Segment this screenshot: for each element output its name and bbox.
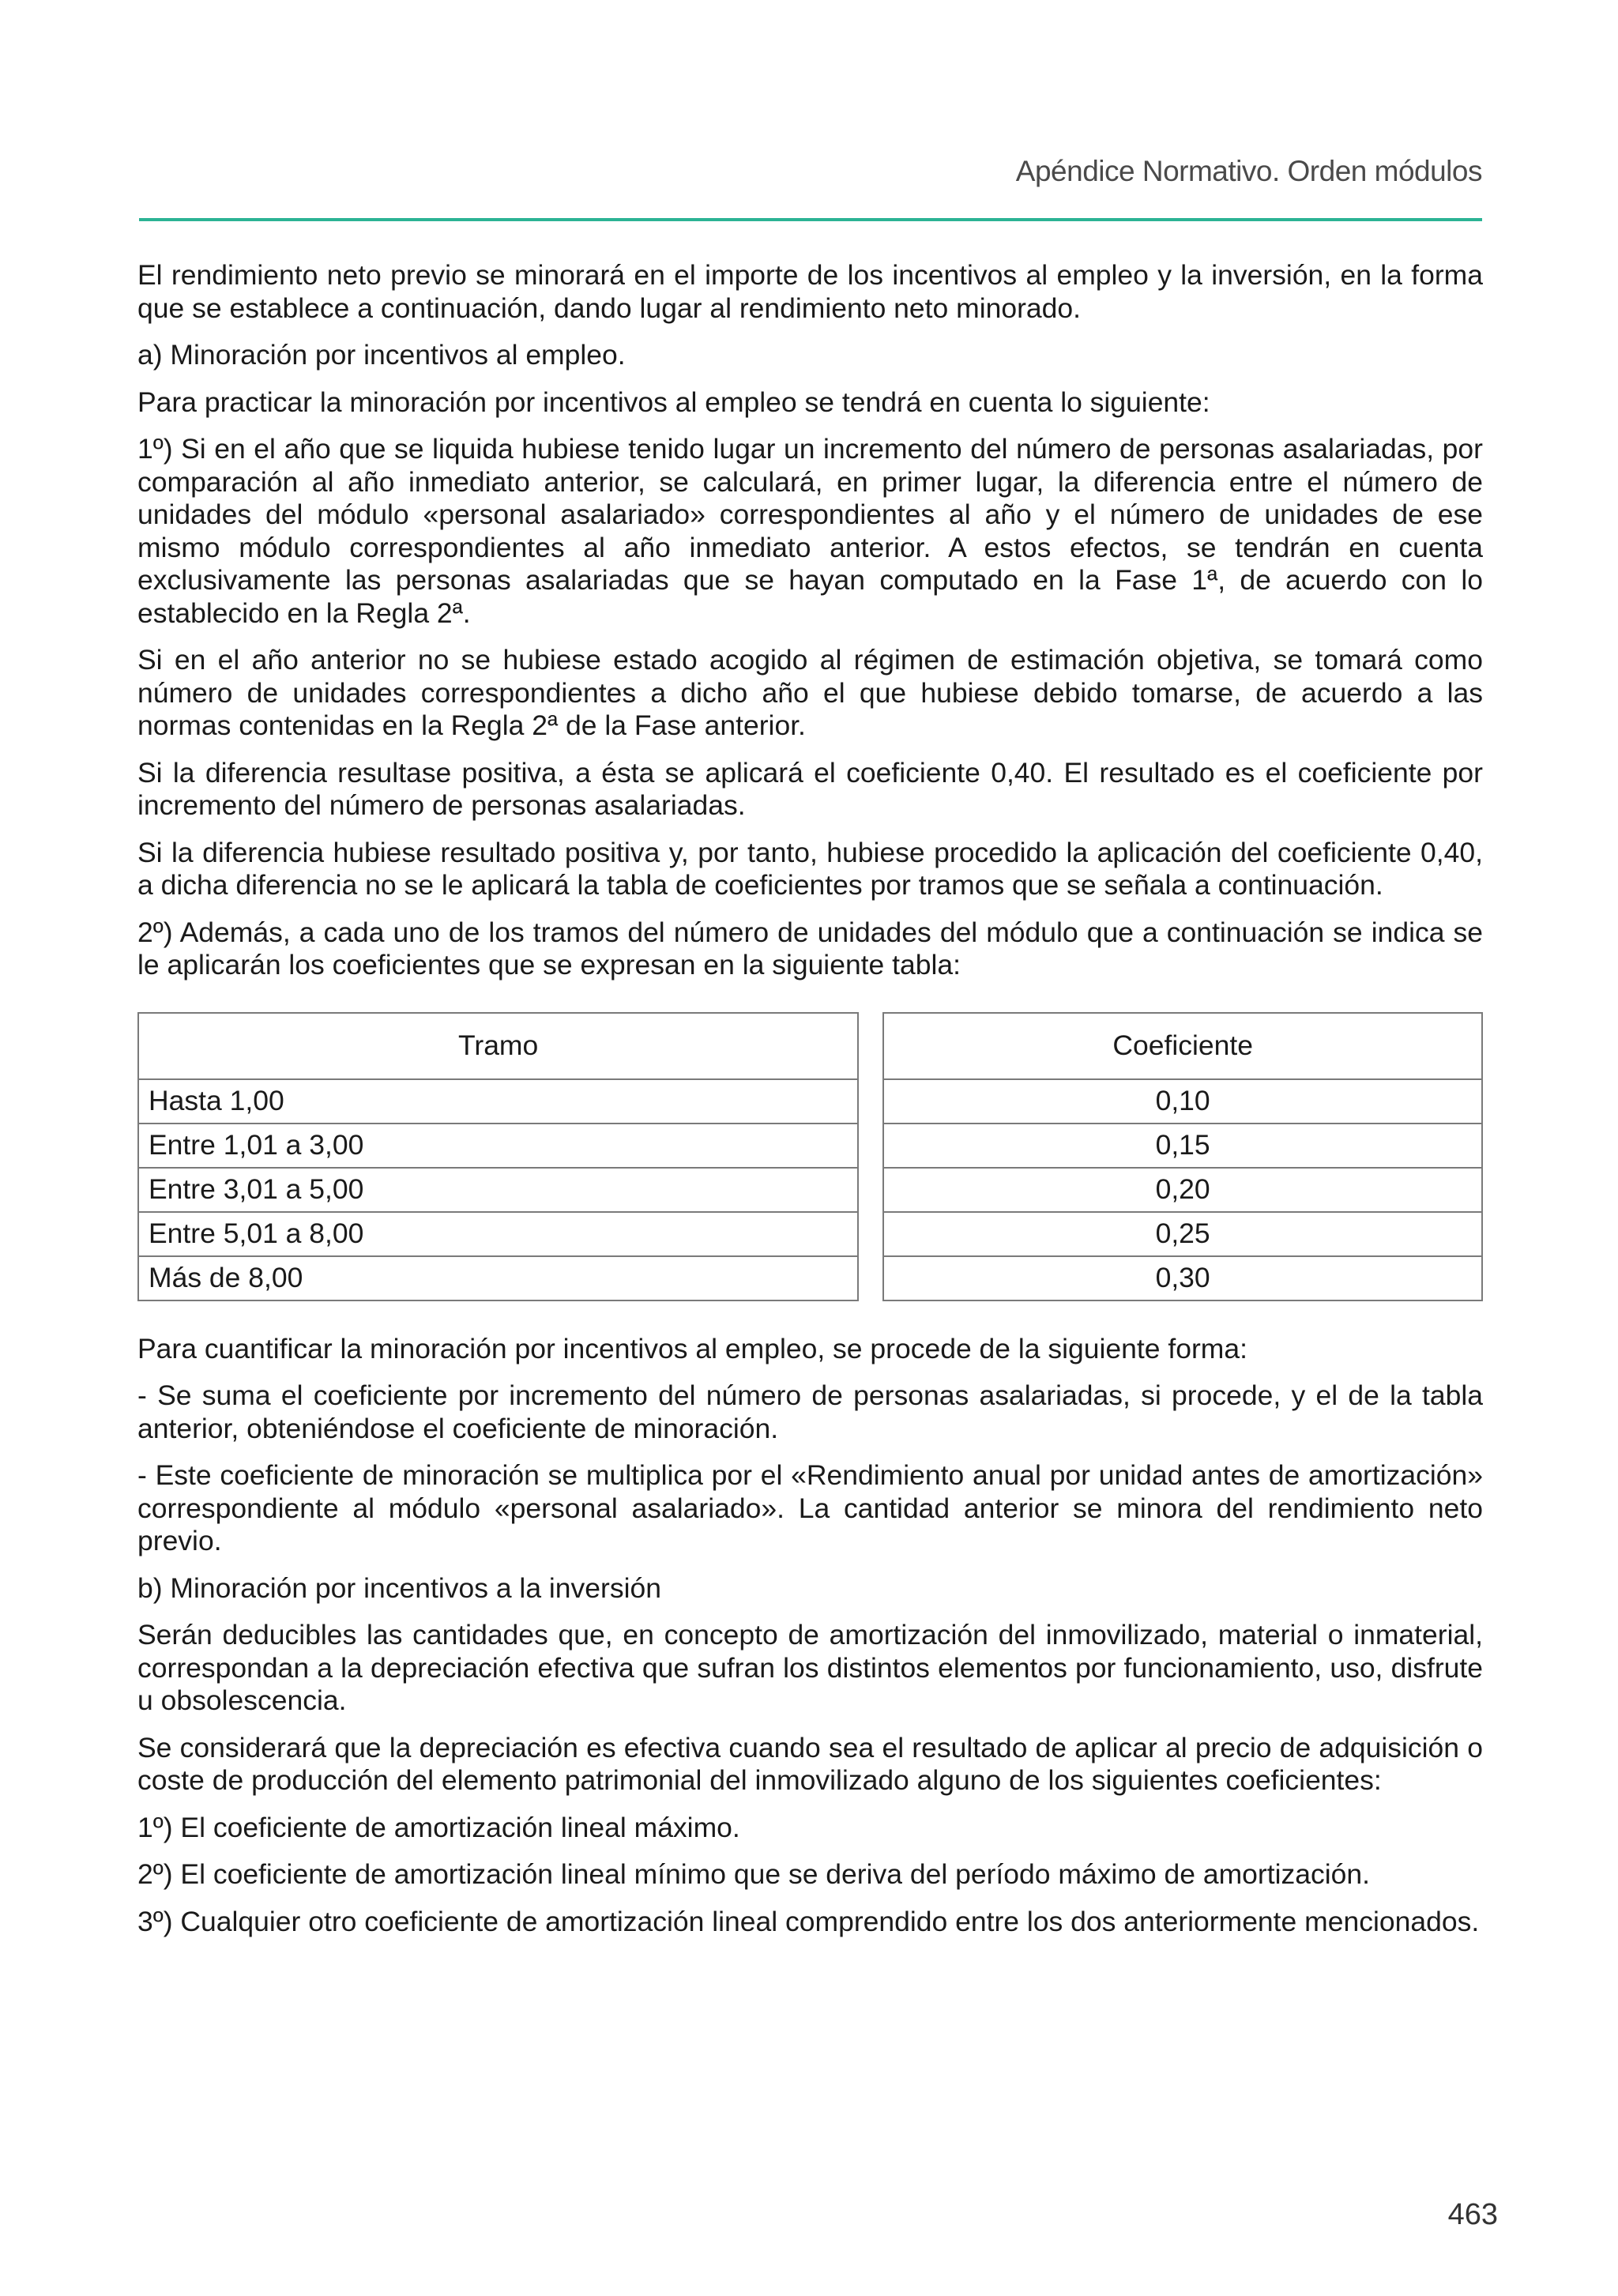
table-cell-coeficiente: 0,30: [1155, 1261, 1210, 1293]
paragraph: Para practicar la minoración por incentivos al empleo se tendrá en cuenta lo siguiente:: [137, 386, 1210, 418]
paragraph: 2º) El coeficiente de amortización lineal mínimo que se deriva del período máximo de amortización.: [137, 1858, 1370, 1890]
table-cell-tramo: Hasta 1,00: [139, 1080, 857, 1124]
paragraph: Se considerará que la depreciación es efectiva cuando sea el resultado de aplicar al precio de adquisición o coste de producción del elemento patrimonial del inmovilizado alguno de los siguientes coeficientes:: [137, 1731, 1483, 1796]
running-header: Apéndice Normativo. Orden módulos: [1015, 155, 1482, 187]
paragraph: Si la diferencia hubiese resultado positiva y, por tanto, hubiese procedido la aplicación del coeficiente 0,40, a dicha diferencia no se le aplicará la tabla de coeficientes por tramos que se señala a continuación.: [137, 836, 1483, 901]
table-header-coeficiente: Coeficiente: [884, 1014, 1481, 1080]
header-divider: [139, 218, 1482, 221]
page-number: 463: [1447, 2198, 1498, 2231]
paragraph: 3º) Cualquier otro coeficiente de amortización lineal comprendido entre los dos anteriormente mencionados.: [137, 1905, 1480, 1937]
table-cell-tramo: Entre 1,01 a 3,00: [139, 1124, 857, 1169]
paragraph: - Este coeficiente de minoración se multiplica por el «Rendimiento anual por unidad antes de amortización» correspondiente al módulo «personal asalariado». La cantidad anterior se minora del rendimiento neto previo.: [137, 1459, 1483, 1556]
paragraph: 1º) El coeficiente de amortización lineal máximo.: [137, 1811, 740, 1843]
paragraph: - Se suma el coeficiente por incremento del número de personas asalariadas, si procede, y el de la tabla anterior, obteniéndose el coeficiente de minoración.: [137, 1379, 1483, 1444]
paragraph: Para cuantificar la minoración por incentivos al empleo, se procede de la siguiente forma:: [137, 1332, 1247, 1364]
table-cell-tramo: Más de 8,00: [149, 1261, 303, 1293]
table-cell-coeficiente: 0,15: [884, 1124, 1481, 1169]
paragraph: Si la diferencia resultase positiva, a ésta se aplicará el coeficiente 0,40. El resultado es el coeficiente por incremento del número de personas asalariadas.: [137, 756, 1483, 821]
paragraph: El rendimiento neto previo se minorará en el importe de los incentivos al empleo y la inversión, en la forma que se establece a continuación, dando lugar al rendimiento neto minorado.: [137, 259, 1483, 324]
table-cell-coeficiente: 0,20: [884, 1169, 1481, 1213]
paragraph: 1º) Si en el año que se liquida hubiese tenido lugar un incremento del número de personas asalariadas, por comparación al año inmediato anterior, se calculará, en primer lugar, la diferencia entre el número de unidades del módulo «personal asalariado» correspondientes al año y el número de unidades de ese mismo módulo correspondientes al año inmediato anterior. A estos efectos, se tendrán en cuenta exclusivamente las personas asalariadas que se hayan computado en la Fase 1ª, de acuerdo con lo establecido en la Regla 2ª.: [137, 433, 1483, 629]
table-cell-tramo: Entre 3,01 a 5,00: [139, 1169, 857, 1213]
paragraph: a) Minoración por incentivos al empleo.: [137, 339, 626, 371]
coefficient-table: [137, 1012, 1483, 1301]
table-cell-coeficiente: 0,10: [884, 1080, 1481, 1124]
paragraph: Serán deducibles las cantidades que, en concepto de amortización del inmovilizado, material o inmaterial, correspondan a la depreciación efectiva que sufran los distintos elementos por funcionamiento, uso, disfrute u obsolescencia.: [137, 1619, 1483, 1716]
paragraph: b) Minoración por incentivos a la inversión: [137, 1571, 661, 1604]
body-content: [137, 259, 1483, 1952]
tramo-column: [137, 1012, 859, 1301]
table-header-tramo: Tramo: [139, 1014, 857, 1080]
table-cell-tramo: Entre 5,01 a 8,00: [139, 1213, 857, 1257]
coeficiente-column: [882, 1012, 1483, 1301]
table-cell-coeficiente: 0,25: [884, 1213, 1481, 1257]
paragraph: Si en el año anterior no se hubiese estado acogido al régimen de estimación objetiva, se tomará como número de unidades correspondientes a dicho año el que hubiese debido tomarse, de acuerdo a las normas contenidas en la Regla 2ª de la Fase anterior.: [137, 644, 1483, 741]
paragraph: 2º) Además, a cada uno de los tramos del número de unidades del módulo que a continuación se indica se le aplicarán los coeficientes que se expresan en la siguiente tabla:: [137, 916, 1483, 981]
